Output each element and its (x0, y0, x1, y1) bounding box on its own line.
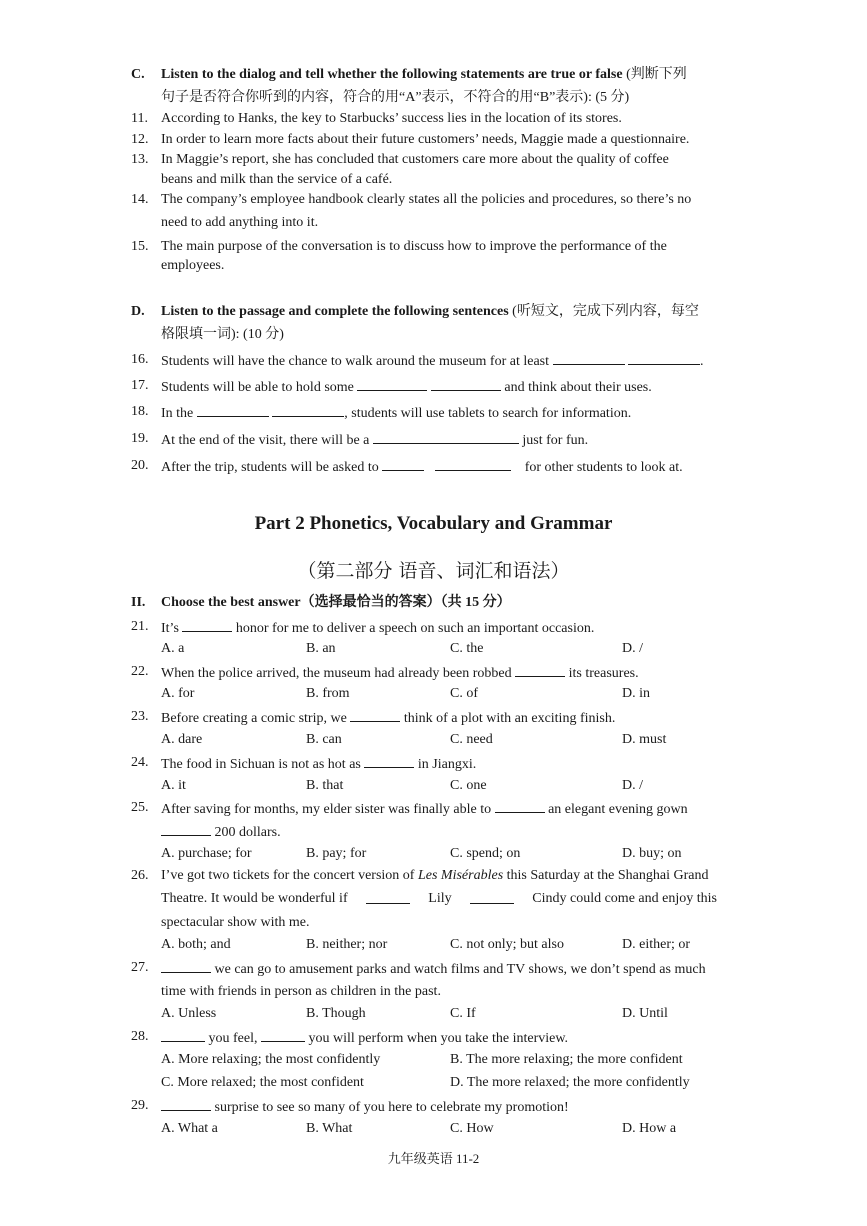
q28-stem (161, 1028, 568, 1048)
q25-stem (161, 799, 688, 819)
q18-text-a: In the (161, 406, 194, 421)
q17-blank-2[interactable] (431, 377, 501, 391)
q26-stem-line2 (161, 890, 717, 908)
section-d-heading-en: Listen to the passage and complete the following sentences (161, 304, 509, 319)
q22-option-b[interactable]: B. from (306, 686, 350, 701)
q27-option-a[interactable]: A. Unless (161, 1006, 217, 1021)
q21-option-d[interactable]: D. / (622, 641, 643, 656)
q27-stem (161, 959, 706, 979)
q22-option-d[interactable]: D. in (622, 686, 650, 701)
q17-number: 17. (131, 378, 149, 393)
q26-stem (161, 867, 708, 885)
q19-number: 19. (131, 431, 149, 446)
q18-blank-2[interactable] (272, 403, 344, 417)
section-d-heading-cn: (听短文，完成下列内容，每空 (512, 304, 699, 319)
q29-option-a[interactable]: A. What a (161, 1121, 218, 1136)
part2-subtitle: （第二部分 语音、词汇和语法） (297, 560, 570, 582)
section-c-heading-en: Listen to the dialog and tell whether the following statements are true or false (161, 67, 623, 82)
q27-option-b[interactable]: B. Though (306, 1006, 366, 1021)
q27-stem-line2: time with friends in person as children in the past. (161, 984, 441, 999)
q25-option-a[interactable]: A. purchase; for (161, 846, 252, 861)
section-c-label: C. (131, 67, 145, 82)
q26-post: this Saturday at the Shanghai Grand (506, 868, 709, 883)
q15-text: The main purpose of the conversation is to discuss how to improve the performance of the (161, 239, 667, 254)
q12-text: In order to learn more facts about their future customers’ needs, Maggie made a questionnaire. (161, 132, 690, 147)
q28-number: 28. (131, 1029, 149, 1044)
q26-line2-c: Cindy could come and enjoy this (532, 891, 717, 906)
q25-blank-1[interactable] (495, 799, 545, 813)
q13-text-line2: beans and milk than the service of a café. (161, 172, 393, 187)
q25-option-d[interactable]: D. buy; on (622, 846, 682, 861)
q26-option-a[interactable]: A. both; and (161, 937, 231, 952)
q29-stem (161, 1097, 569, 1117)
q27-option-d[interactable]: D. Until (622, 1006, 668, 1021)
q17-blank-1[interactable] (357, 377, 427, 391)
q24-option-c[interactable]: C. one (450, 778, 487, 793)
q21-blank[interactable] (182, 618, 232, 632)
section-d-label: D. (131, 304, 145, 319)
q23-stem (161, 708, 615, 728)
q18-number: 18. (131, 404, 149, 419)
q20-text (161, 457, 683, 477)
q18-text (161, 403, 631, 423)
page-footer: 九年级英语 11-2 (387, 1151, 480, 1166)
q16-text-c: . (700, 354, 704, 369)
section-ii-heading: Choose the best answer（选择最恰当的答案）（共 15 分） (161, 595, 511, 610)
q29-option-b[interactable]: B. What (306, 1121, 353, 1136)
q23-post: think of a plot with an exciting finish. (403, 711, 616, 726)
q24-post: in Jiangxi. (417, 757, 477, 772)
q17-text-b: and think about their uses. (504, 380, 652, 395)
q22-stem (161, 663, 639, 683)
q29-blank[interactable] (161, 1097, 211, 1111)
q16-number: 16. (131, 352, 149, 367)
q20-text-a: After the trip, students will be asked to (161, 460, 379, 475)
q28-mid1: you feel, (208, 1031, 258, 1046)
q23-pre: Before creating a comic strip, we (161, 711, 347, 726)
q23-option-c[interactable]: C. need (450, 732, 493, 747)
q22-blank[interactable] (515, 663, 565, 677)
q22-number: 22. (131, 664, 149, 679)
q15-text-line2: employees. (161, 258, 225, 273)
q24-option-a[interactable]: A. it (161, 778, 186, 793)
q27-post: we can go to amusement parks and watch films and TV shows, we don’t spend as much (214, 962, 706, 977)
q16-blank-2[interactable] (628, 351, 700, 365)
q22-option-c[interactable]: C. of (450, 686, 478, 701)
q24-pre: The food in Sichuan is not as hot as (161, 757, 361, 772)
q27-option-c[interactable]: C. If (450, 1006, 476, 1021)
q25-stem-line2 (161, 822, 281, 842)
q25-number: 25. (131, 800, 149, 815)
q21-option-b[interactable]: B. an (306, 641, 336, 656)
section-d-heading-line2: 格限填一词): (10 分) (161, 327, 284, 342)
q24-number: 24. (131, 755, 149, 770)
q21-option-c[interactable]: C. the (450, 641, 484, 656)
q19-text-b: just for fun. (522, 433, 589, 448)
q26-option-b[interactable]: B. neither; nor (306, 937, 388, 952)
q23-number: 23. (131, 709, 149, 724)
q21-stem (161, 618, 594, 638)
q24-option-d[interactable]: D. / (622, 778, 643, 793)
section-d-heading (161, 303, 699, 321)
q23-option-b[interactable]: B. can (306, 732, 342, 747)
q26-pre: I’ve got two tickets for the concert version of (161, 868, 415, 883)
q21-number: 21. (131, 619, 149, 634)
q29-post: surprise to see so many of you here to celebrate my promotion! (214, 1100, 569, 1115)
q20-text-b: for other students to look at. (524, 460, 683, 475)
q26-title-italic: Les Misérables (417, 868, 504, 883)
q28-option-d[interactable]: D. The more relaxed; the more confidently (450, 1075, 690, 1090)
q24-option-b[interactable]: B. that (306, 778, 344, 793)
q29-number: 29. (131, 1098, 149, 1113)
q19-text-a: At the end of the visit, there will be a (161, 433, 370, 448)
q23-option-d[interactable]: D. must (622, 732, 667, 747)
q21-pre: It’s (161, 621, 179, 636)
q29-option-c[interactable]: C. How (450, 1121, 494, 1136)
q27-blank[interactable] (161, 959, 211, 973)
q20-blank-2[interactable] (435, 457, 511, 471)
section-c-heading (161, 66, 687, 84)
q25-blank-2[interactable] (161, 822, 211, 836)
q14-number: 14. (131, 192, 149, 207)
q25-option-b[interactable]: B. pay; for (306, 846, 367, 861)
q16-blank-1[interactable] (553, 351, 625, 365)
q22-pre: When the police arrived, the museum had already been robbed (161, 666, 512, 681)
q29-option-d[interactable]: D. How a (622, 1121, 677, 1136)
q23-blank[interactable] (350, 708, 400, 722)
q28-option-c[interactable]: C. More relaxed; the most confident (161, 1075, 364, 1090)
q22-option-a[interactable]: A. for (161, 686, 195, 701)
q20-number: 20. (131, 458, 149, 473)
q27-number: 27. (131, 960, 149, 975)
q16-text-a: Students will have the chance to walk around the museum for at least (161, 354, 550, 369)
q25-post: an elegant evening gown (548, 802, 688, 817)
section-c-heading-cn: (判断下列 (626, 67, 687, 82)
q26-blank-1[interactable] (366, 890, 410, 904)
q21-post: honor for me to deliver a speech on such an important occasion. (235, 621, 595, 636)
q16-text (161, 351, 704, 371)
q17-text-a: Students will be able to hold some (161, 380, 354, 395)
q23-option-a[interactable]: A. dare (161, 732, 203, 747)
q24-stem (161, 754, 476, 774)
q26-blank-2[interactable] (470, 890, 514, 904)
q13-number: 13. (131, 152, 149, 167)
q19-text (161, 430, 588, 450)
section-ii-label: II. (131, 595, 146, 610)
q26-number: 26. (131, 868, 149, 883)
q28-option-a[interactable]: A. More relaxing; the most confidently (161, 1052, 381, 1067)
q18-blank-1[interactable] (197, 403, 269, 417)
q14-text-line2: need to add anything into it. (161, 215, 319, 230)
q20-blank-1[interactable] (382, 457, 424, 471)
q19-blank[interactable] (373, 430, 519, 444)
q17-text (161, 377, 652, 397)
q26-line2-b: Lily (428, 891, 452, 906)
section-c-heading-line2: 句子是否符合你听到的内容，符合的用“A”表示，不符合的用“B”表示): (5 分) (161, 90, 630, 105)
part2-title: Part 2 Phonetics, Vocabulary and Grammar (254, 513, 613, 534)
q15-number: 15. (131, 239, 149, 254)
q22-post: its treasures. (568, 666, 639, 681)
q12-number: 12. (131, 132, 149, 147)
q26-option-c[interactable]: C. not only; but also (450, 937, 564, 952)
q28-mid2: you will perform when you take the interview. (308, 1031, 569, 1046)
q13-text: In Maggie’s report, she has concluded that customers care more about the quality of coffee (161, 152, 669, 167)
q28-blank-2[interactable] (261, 1028, 305, 1042)
q25-pre: After saving for months, my elder sister was finally able to (161, 802, 492, 817)
q25-post2: 200 dollars. (214, 825, 281, 840)
q28-blank-1[interactable] (161, 1028, 205, 1042)
q14-text: The company’s employee handbook clearly states all the policies and procedures, so there’s no (161, 192, 692, 207)
q21-option-a[interactable]: A. a (161, 641, 185, 656)
q11-text: According to Hanks, the key to Starbucks’ success lies in the location of its stores. (161, 111, 622, 126)
q26-stem-line3: spectacular show with me. (161, 915, 310, 930)
q25-option-c[interactable]: C. spend; on (450, 846, 521, 861)
q11-number: 11. (131, 111, 148, 126)
q26-line2-a: Theatre. It would be wonderful if (161, 891, 348, 906)
q26-option-d[interactable]: D. either; or (622, 937, 691, 952)
q18-text-b: , students will use tablets to search for information. (344, 406, 632, 421)
q24-blank[interactable] (364, 754, 414, 768)
q28-option-b[interactable]: B. The more relaxing; the more confident (450, 1052, 683, 1067)
